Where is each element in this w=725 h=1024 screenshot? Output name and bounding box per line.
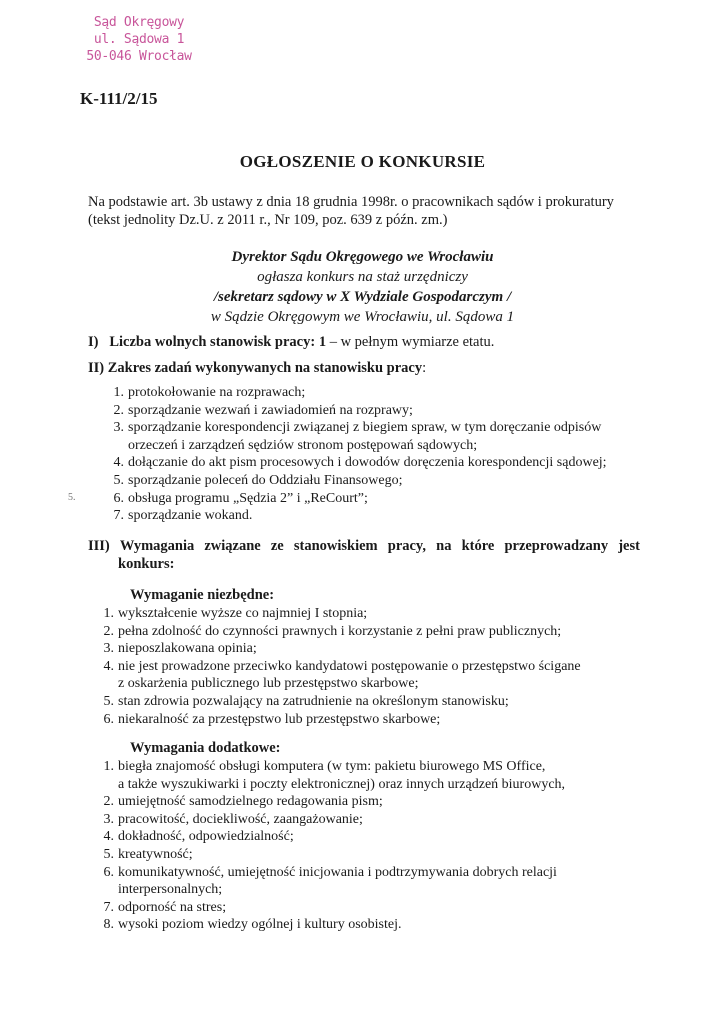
margin-mark: 5. (68, 492, 76, 503)
required-heading: Wymaganie niezbędne: (130, 587, 275, 603)
list-item: 5. kreatywność; (103, 846, 193, 862)
stamp-line-3: 50-046 Wrocław (86, 49, 192, 64)
announcement-location: w Sądzie Okręgowym we Wrocławiu, ul. Sądowa 1 (210, 309, 515, 325)
list-item: 1. protokołowanie na rozprawach; (113, 385, 306, 400)
announcement-position: /sekretarz sądowy w X Wydziale Gospodarczym / (213, 289, 512, 305)
additional-heading: Wymagania dodatkowe: (130, 740, 281, 756)
section-1 (88, 333, 494, 351)
list-item: 5. stan zdrowia pozwalający na zatrudnienie na określonym stanowisku; (103, 693, 509, 709)
section-1-number: I) (88, 334, 99, 350)
list-item: 7. odporność na stres; (103, 899, 227, 915)
list-item: 8. wysoki poziom wiedzy ogólnej i kultury osobistej. (103, 917, 402, 933)
list-item: 6. obsługa programu „Sędzia 2” i „ReCourt”; (113, 490, 368, 506)
list-item: 4. nie jest prowadzone przeciwko kandydatowi postępowanie o przestępstwo ścigane z oskarżenia publicznego lub przestępstwo skarbowe; (103, 658, 581, 692)
list-item: 3. pracowitość, dociekliwość, zaangażowanie; (103, 811, 363, 827)
stamp-line-2: ul. Sądowa 1 (93, 32, 185, 47)
section-1-suffix: – w pełnym wymiarze etatu. (329, 334, 495, 350)
section-2-heading: Zakres zadań wykonywanych na stanowisku pracy (107, 360, 423, 376)
additional-list (103, 758, 566, 934)
section-2-colon: : (422, 360, 427, 376)
list-item: 1. biegła znajomość obsługi komputera (w tym: pakietu biurowego MS Office, a także wyszukiwarki i poczty elektronicznej) oraz innych urządzeń biurowych, (103, 759, 566, 792)
list-item: 2. pełna zdolność do czynności prawnych i korzystanie z pełni praw publicznych; (103, 623, 562, 639)
section-1-heading: Liczba wolnych stanowisk pracy: (109, 334, 316, 350)
section-2-number: II) (88, 360, 105, 376)
tasks-list (113, 384, 607, 525)
announcement-block (0, 247, 725, 327)
list-item: 7. sporządzanie wokand. (113, 508, 253, 524)
court-stamp (74, 14, 204, 65)
announcement-subject: ogłasza konkurs na staż urzędniczy (257, 269, 468, 285)
section-3-heading-cont: konkurs: (118, 556, 175, 572)
reference-number: K-111/2/15 (80, 89, 158, 108)
stamp-line-1: Sąd Okręgowy (93, 15, 185, 30)
list-item: 6. komunikatywność, umiejętność inicjowania i podtrzymywania dobrych relacji interpersonalnych; (103, 864, 557, 898)
list-item: 5. sporządzanie poleceń do Oddziału Finansowego; (113, 472, 403, 488)
list-item: 4. dokładność, odpowiedzialność; (103, 829, 294, 845)
list-item: 2. umiejętność samodzielnego redagowania pism; (103, 794, 383, 810)
list-item: 3. nieposzlakowana opinia; (103, 641, 257, 657)
list-item: 2. sporządzanie wezwań i zawiadomień na rozprawy; (113, 402, 413, 418)
section-3-heading: III) Wymagania związane ze stanowiskiem pracy, na które przeprowadzany jest (88, 538, 640, 554)
section-1-value: 1 (318, 334, 327, 350)
list-item: 6. niekaralność za przestępstwo lub przestępstwo skarbowe; (103, 711, 441, 727)
document-title: OGŁOSZENIE O KONKURSIE (239, 152, 486, 171)
legal-basis-line-1: Na podstawie art. 3b ustawy z dnia 18 grudnia 1998r. o pracownikach sądów i prokuratury (88, 194, 614, 210)
section-3 (88, 537, 640, 573)
announcement-issuer: Dyrektor Sądu Okręgowego we Wrocławiu (231, 249, 494, 265)
legal-basis-line-2: (tekst jednolity Dz.U. z 2011 r., Nr 109, poz. 639 z późn. zm.) (88, 212, 448, 228)
required-list (103, 605, 581, 728)
list-item: 4. dołączanie do akt pism procesowych i dowodów doręczenia korespondencji sądowej; (113, 455, 607, 471)
section-3-number: III) (88, 538, 110, 554)
list-item: 3. sporządzanie korespondencji związanej z biegiem spraw, w tym doręczanie odpisów orzeczeń i zarządzeń sędziów stronom postępowań sądowych; (113, 420, 602, 453)
section-2 (88, 359, 426, 377)
list-item: 1. wykształcenie wyższe co najmniej I stopnia; (103, 606, 368, 621)
legal-basis (88, 193, 648, 229)
